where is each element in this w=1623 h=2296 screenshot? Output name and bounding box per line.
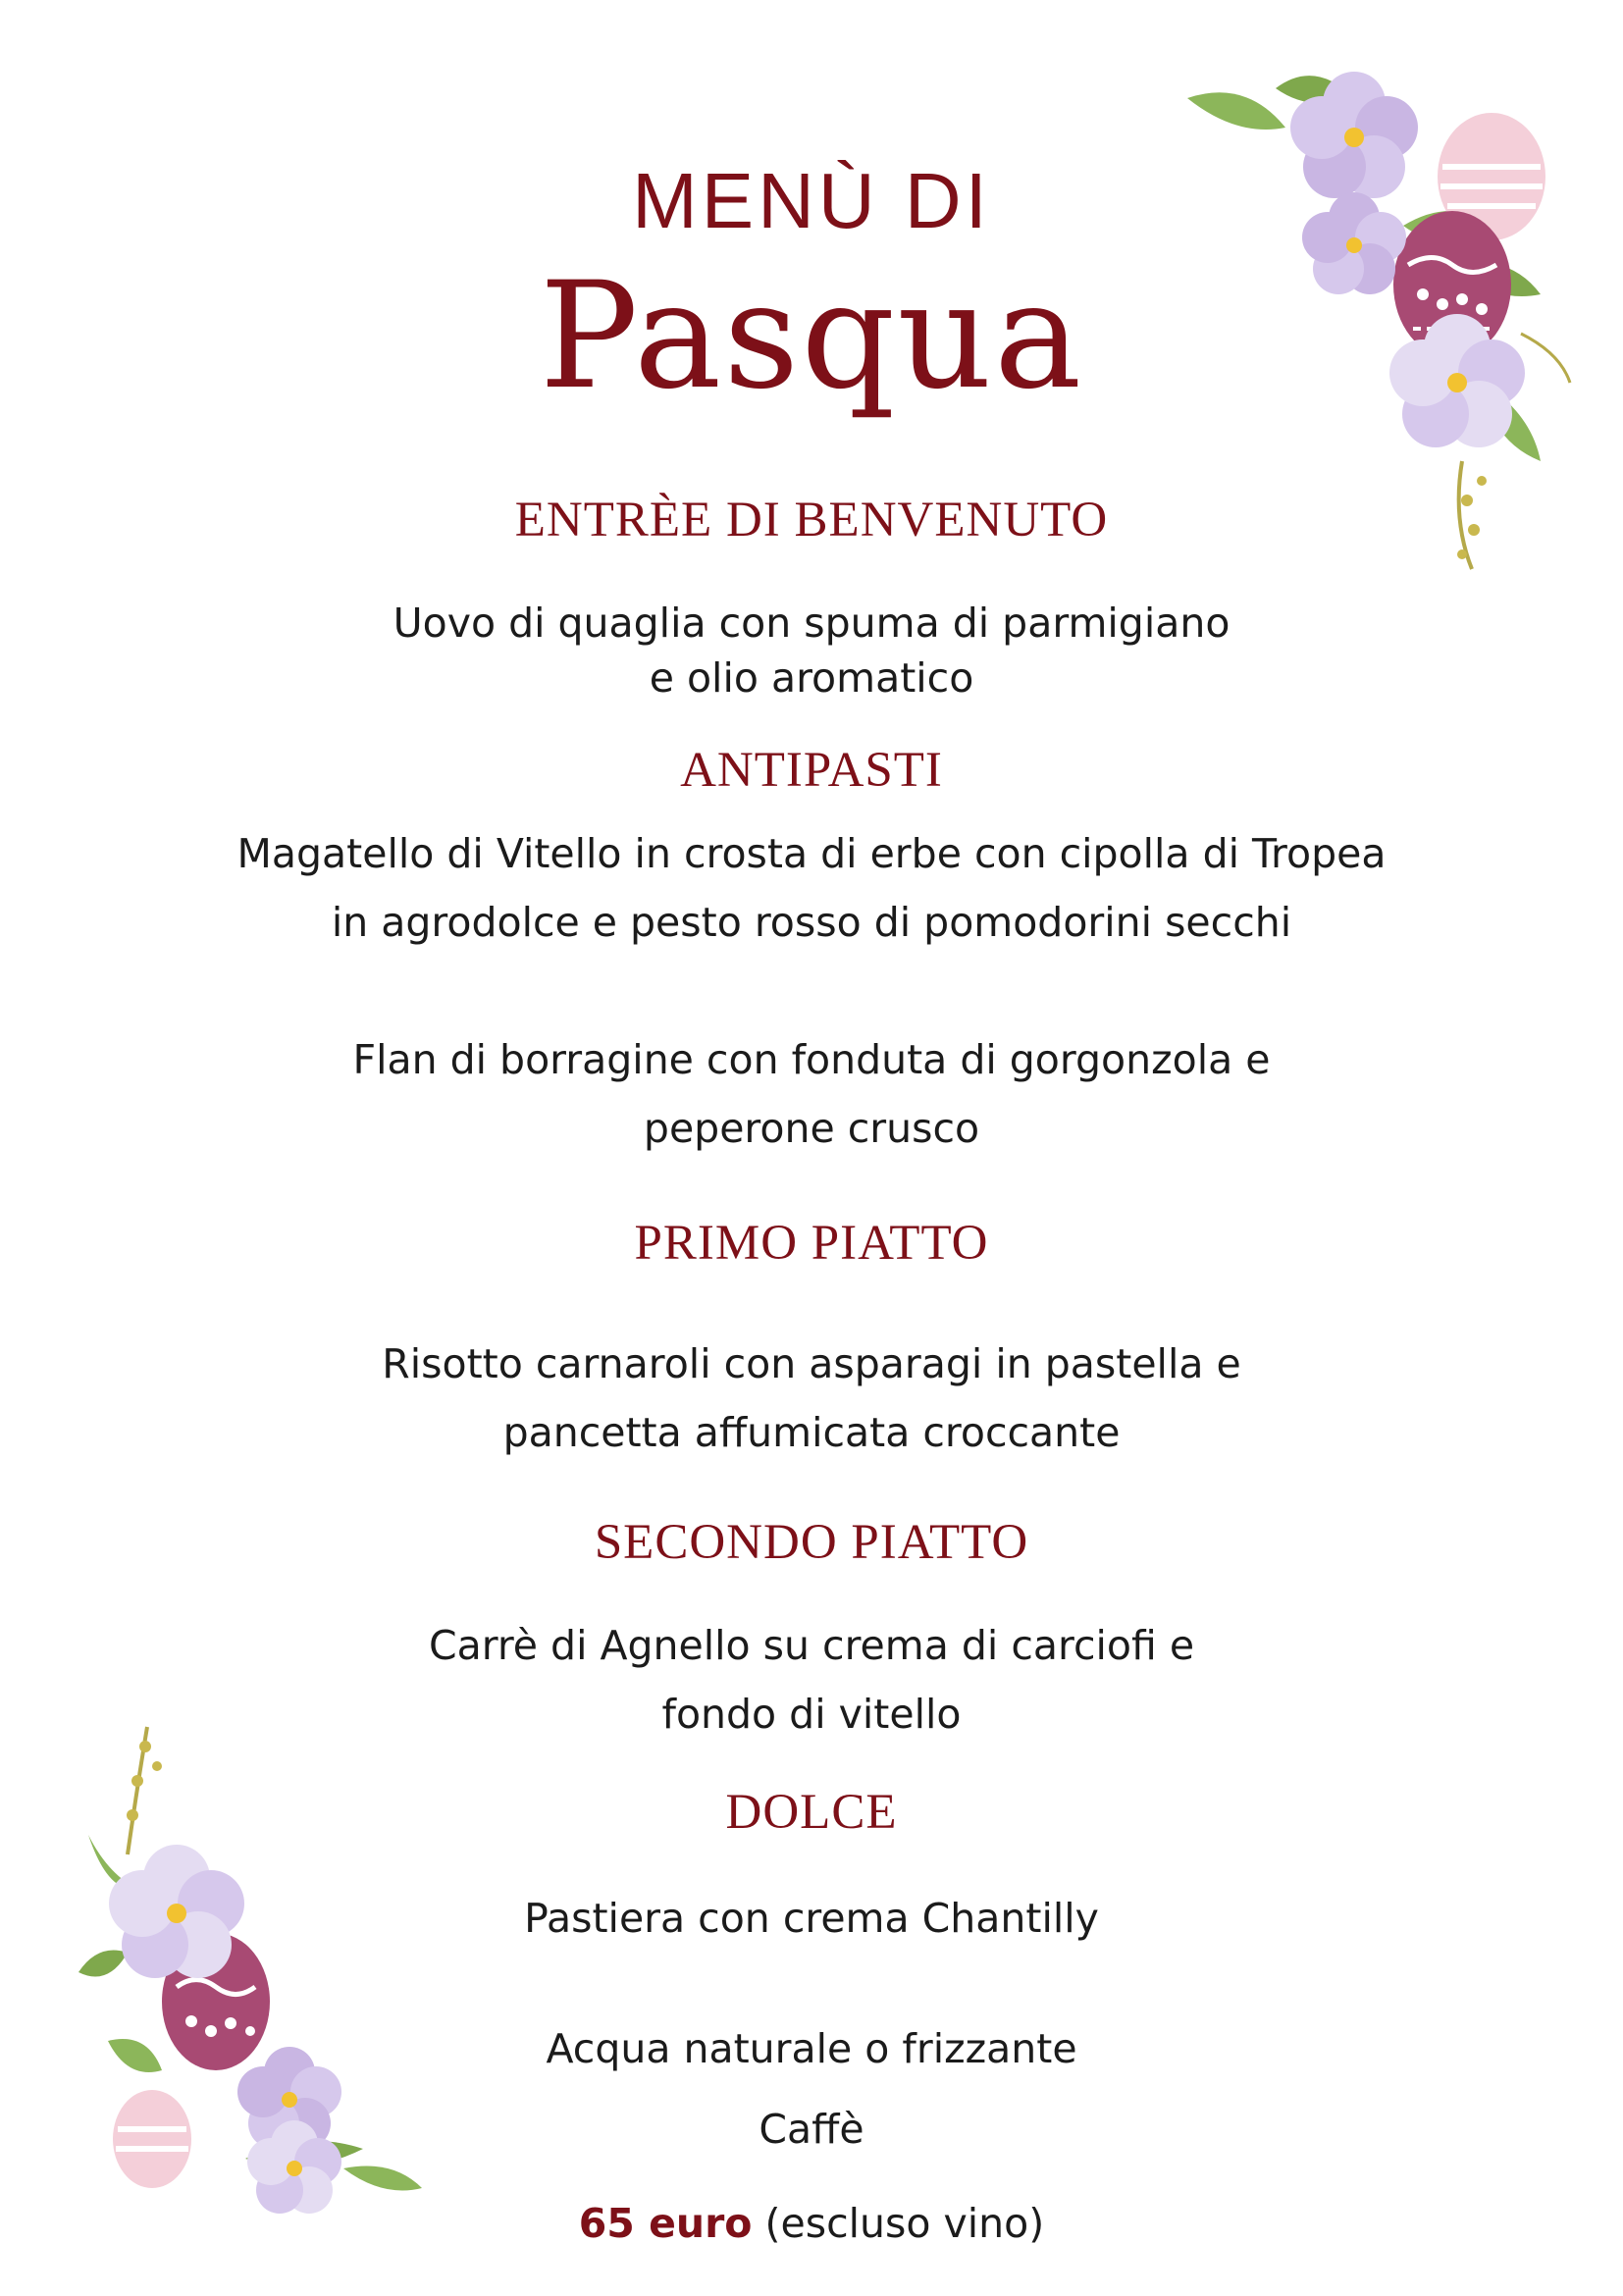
dish-line: pancetta affumicata croccante [502, 1409, 1121, 1456]
dish-line: Flan di borragine con fonduta di gorgonzola e [352, 1036, 1271, 1083]
section-title-secondo: SECONDO PIATTO [594, 1515, 1029, 1570]
menu-title-prefix: MENÙ DI [632, 157, 991, 244]
dish-line: in agrodolce e pesto rosso di pomodorini secchi [331, 899, 1292, 946]
section-title-primo: PRIMO PIATTO [634, 1216, 989, 1271]
price-amount: 65 euro [578, 2200, 753, 2247]
section-title-dolce: DOLCE [725, 1785, 898, 1840]
dish-entree [0, 589, 1623, 712]
extra-coffee: Caffè [759, 2106, 864, 2153]
extra-water: Acqua naturale o frizzante [546, 2025, 1077, 2072]
dish-secondo [0, 1611, 1623, 1748]
dish-line: fondo di vitello [661, 1691, 962, 1738]
dish-line: Magatello di Vitello in crosta di erbe con cipolla di Tropea [236, 830, 1387, 877]
price-line [0, 2194, 1623, 2253]
section-title-antipasti: ANTIPASTI [680, 743, 943, 798]
dish-line: Risotto carnaroli con asparagi in pastella e [382, 1340, 1241, 1387]
dish-antipasto-1 [0, 819, 1623, 957]
section-title-entree: ENTRÈE DI BENVENUTO [514, 493, 1109, 548]
dish-line: Pastiera con crema Chantilly [524, 1895, 1099, 1942]
menu-title: Pasqua [539, 251, 1084, 422]
dish-line: Carrè di Agnello su crema di carciofi e [428, 1622, 1195, 1669]
dish-antipasto-2 [0, 1025, 1623, 1163]
dish-primo [0, 1330, 1623, 1467]
dish-line: Uovo di quaglia con spuma di parmigiano [393, 600, 1230, 647]
dish-dolce [0, 1884, 1623, 1953]
dish-line: peperone crusco [643, 1105, 980, 1152]
dish-line: e olio aromatico [649, 654, 974, 702]
price-note: (escluso vino) [752, 2200, 1045, 2247]
